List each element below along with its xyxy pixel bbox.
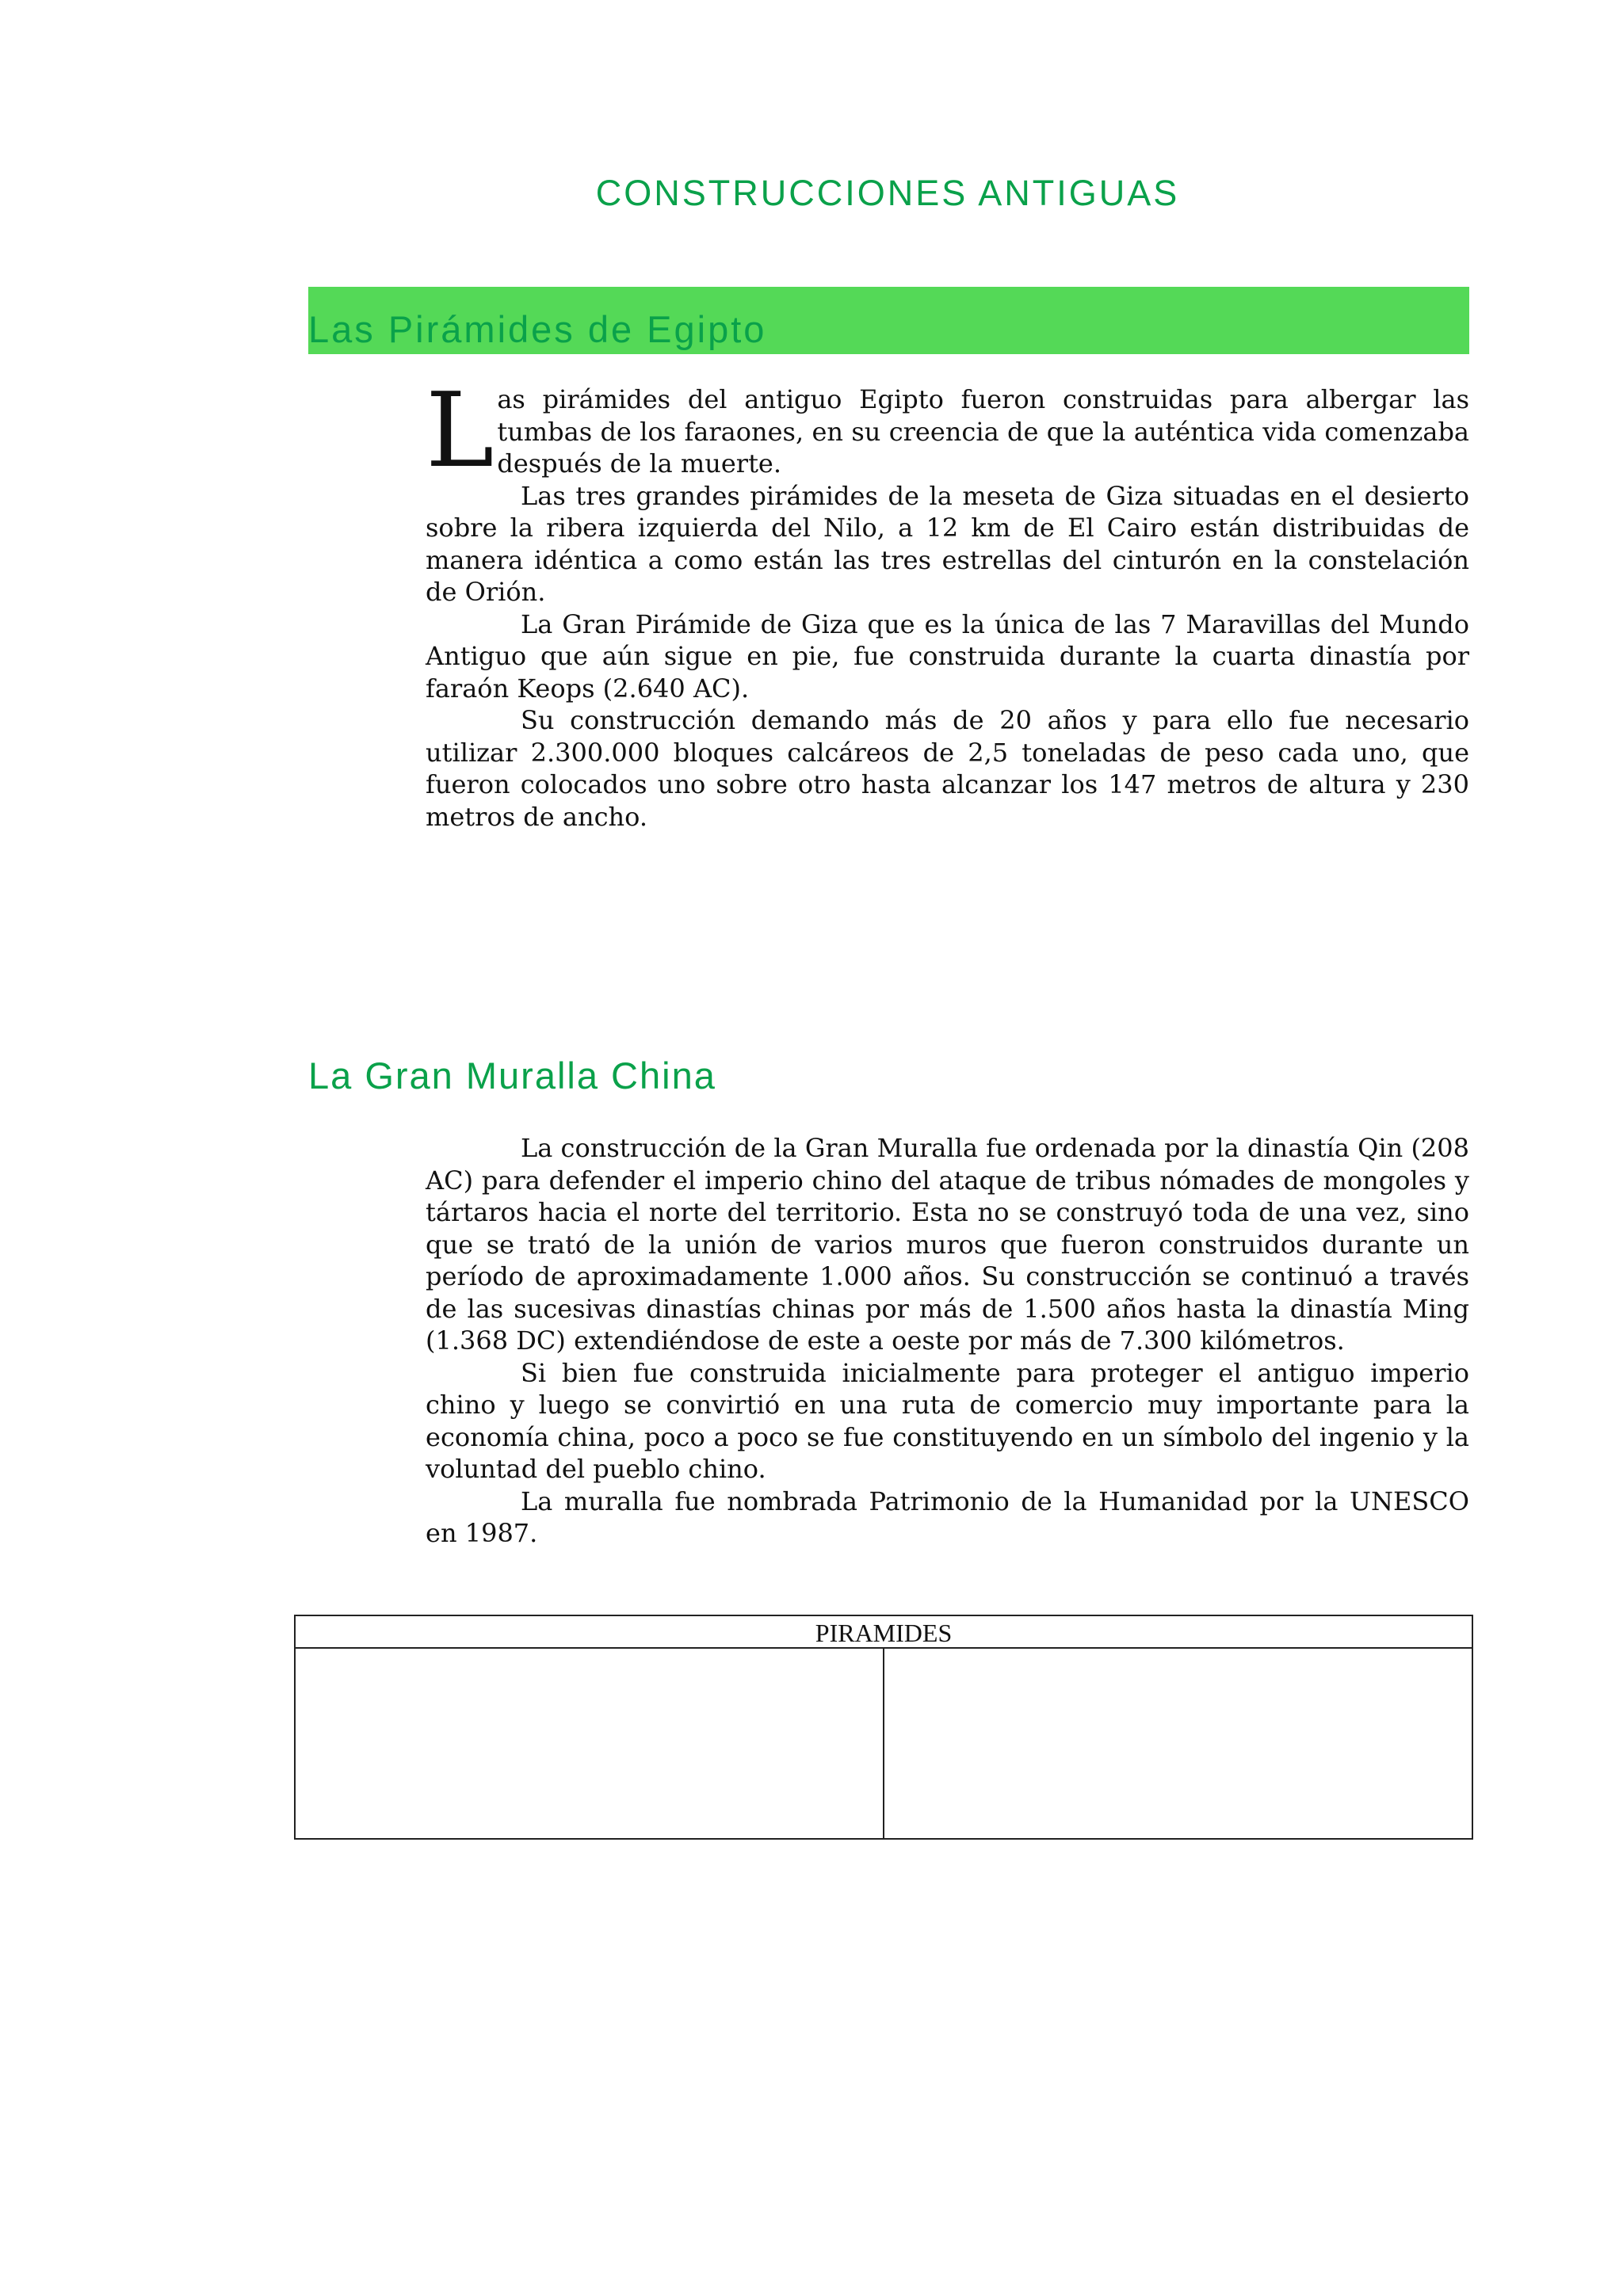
paragraph: La construcción de la Gran Muralla fue ordenada por la dinastía Qin (208 AC) para defender el imperio chino del ataque de tribus nómades de mongoles y tártaros hacia el norte del territorio. Esta no se construyó toda de una vez, sino que se trató de la unión de varios muros que fueron construidos durante un período de aproximadamente 1.000 años. Su construcción se continuó a través de las sucesivas dinastías chinas por más de 1.500 años hasta la dinastía Ming (1.368 DC) extendiéndose de este a oeste por más de 7.300 kilómetros. xyxy=(426,1133,1469,1356)
section-body-muralla xyxy=(426,1132,1469,1550)
paragraph-text: as pirámides del antiguo Egipto fueron construidas para albergar las tumbas de los faraones, en su creencia de que la auténtica vida comenzaba después de la muerte. xyxy=(497,384,1469,479)
piramides-table xyxy=(294,1615,1473,1840)
table-header-cell: PIRAMIDES xyxy=(296,1616,1472,1649)
paragraph: La muralla fue nombrada Patrimonio de la Humanidad por la UNESCO en 1987. xyxy=(426,1486,1469,1548)
drop-cap-letter: L xyxy=(426,370,495,490)
table-cell-left[interactable] xyxy=(296,1649,884,1838)
section-heading-piramides: Las Pirámides de Egipto xyxy=(308,308,767,350)
paragraph xyxy=(426,370,1469,490)
document-title: CONSTRUCCIONES ANTIGUAS xyxy=(595,173,1180,213)
section-body-piramides xyxy=(426,370,1469,833)
paragraph: Las tres grandes pirámides de la meseta de Giza situadas en el desierto sobre la ribera izquierda del Nilo, a 12 km de El Cairo están distribuidas de manera idéntica a como están las tres estrellas del cinturón en la constelación de Orión. xyxy=(426,480,1469,607)
paragraph: La Gran Pirámide de Giza que es la única de las 7 Maravillas del Mundo Antiguo que aún sigue en pie, fue construida durante la cuarta dinastía por faraón Keops (2.640 AC). xyxy=(426,608,1469,704)
paragraph: Su construcción demando más de 20 años y para ello fue necesario utilizar 2.300.000 bloques calcáreos de 2,5 toneladas de peso cada uno, que fueron colocados uno sobre otro hasta alcanzar los 147 metros de altura y 230 metros de ancho. xyxy=(426,705,1469,832)
table-row xyxy=(296,1649,1472,1838)
paragraph: Si bien fue construida inicialmente para proteger el antiguo imperio chino y luego se convirtió en una ruta de comercio muy importante para la economía china, poco a poco se fue constituyendo en un símbolo del ingenio y la voluntad del pueblo chino. xyxy=(426,1357,1469,1484)
section-heading-muralla: La Gran Muralla China xyxy=(308,1055,716,1097)
table-cell-right[interactable] xyxy=(884,1649,1472,1838)
